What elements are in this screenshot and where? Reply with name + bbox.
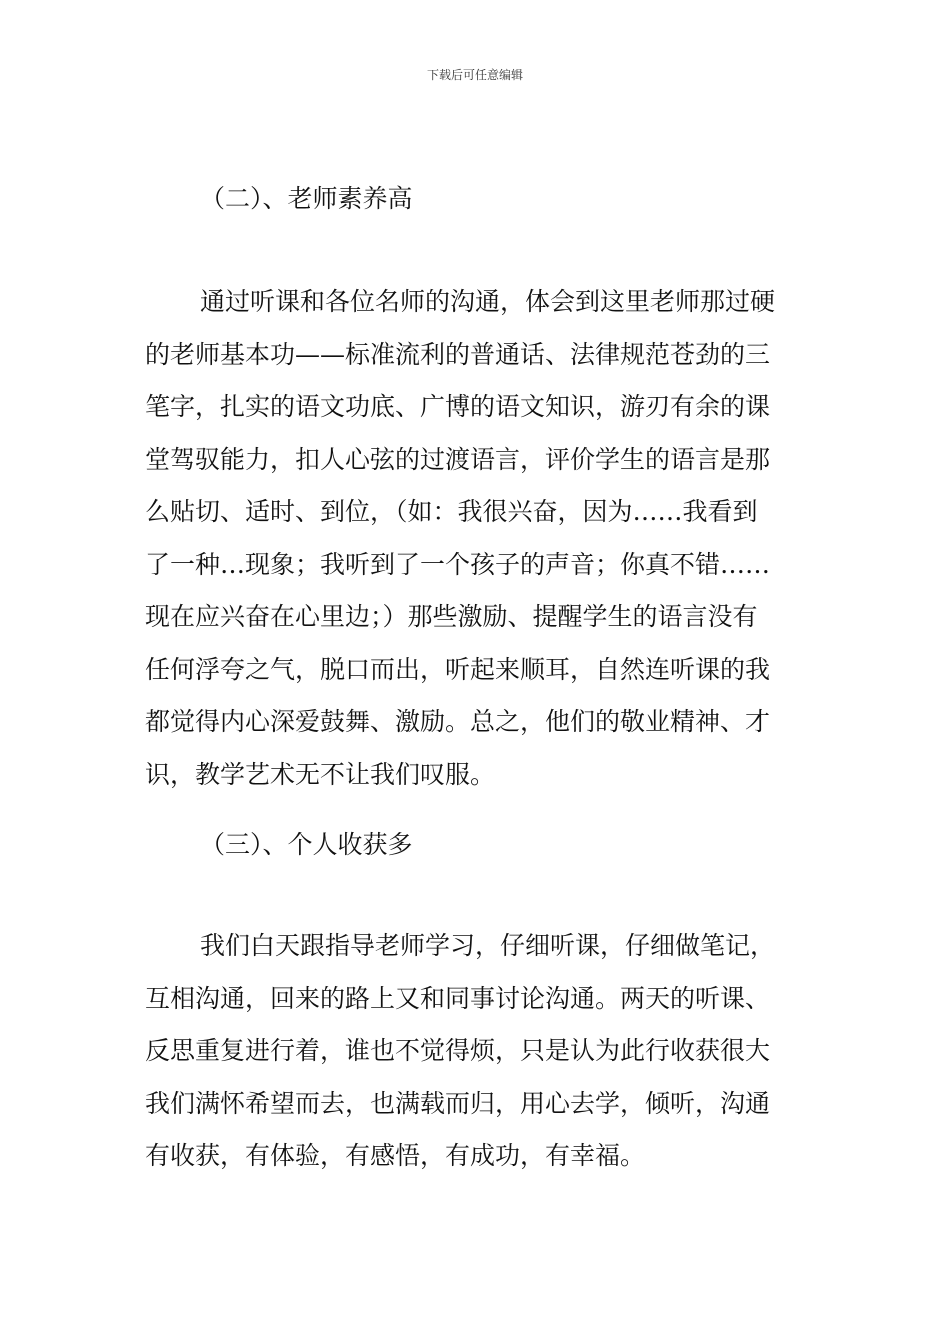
paragraph-line: 堂驾驭能力，扣人心弦的过渡语言，评价学生的语言是那: [145, 444, 771, 474]
section-paragraph-3: [145, 920, 825, 1183]
paragraph-line: 我们满怀希望而去，也满载而归，用心去学，倾听，沟通: [145, 1088, 771, 1118]
paragraph-line: 互相沟通，回来的路上又和同事讨论沟通。两天的听课、: [145, 983, 771, 1013]
paragraph-line: 了一种…现象；我听到了一个孩子的声音；你真不错……: [145, 549, 771, 579]
paragraph-line: 识，教学艺术无不让我们叹服。: [145, 759, 496, 789]
page-header-note: 下载后可任意编辑: [426, 68, 523, 82]
paragraph-line: 么贴切、适时、到位，（如：我很兴奋，因为……我看到: [145, 497, 758, 526]
paragraph-line: 的老师基本功——标准流利的普通话、法律规范苍劲的三: [145, 339, 771, 369]
paragraph-line: 有收获，有体验，有感悟，有成功，有幸福。: [145, 1141, 646, 1170]
paragraph-line: 任何浮夸之气，脱口而出，听起来顺耳，自然连听课的我: [145, 654, 771, 684]
paragraph-line: 都觉得内心深爱鼓舞、激励。总之，他们的敬业精神、才: [145, 707, 771, 736]
section-paragraph-2: [145, 276, 825, 801]
paragraph-line: 笔字，扎实的语文功底、广博的语文知识，游刃有余的课: [145, 392, 771, 421]
paragraph-line: 通过听课和各位名师的沟通，体会到这里老师那过硬: [200, 287, 776, 316]
paragraph-line: 我们白天跟指导老师学习，仔细听课，仔细做笔记，: [200, 931, 776, 960]
paragraph-line: 现在应兴奋在心里边；）那些激励、提醒学生的语言没有: [145, 602, 758, 631]
section-heading-3: （三）、个人收获多: [200, 830, 413, 859]
section-heading-2: （二）、老师素养高: [200, 184, 413, 213]
paragraph-line: 反思重复进行着，谁也不觉得烦，只是认为此行收获很大: [145, 1036, 771, 1065]
